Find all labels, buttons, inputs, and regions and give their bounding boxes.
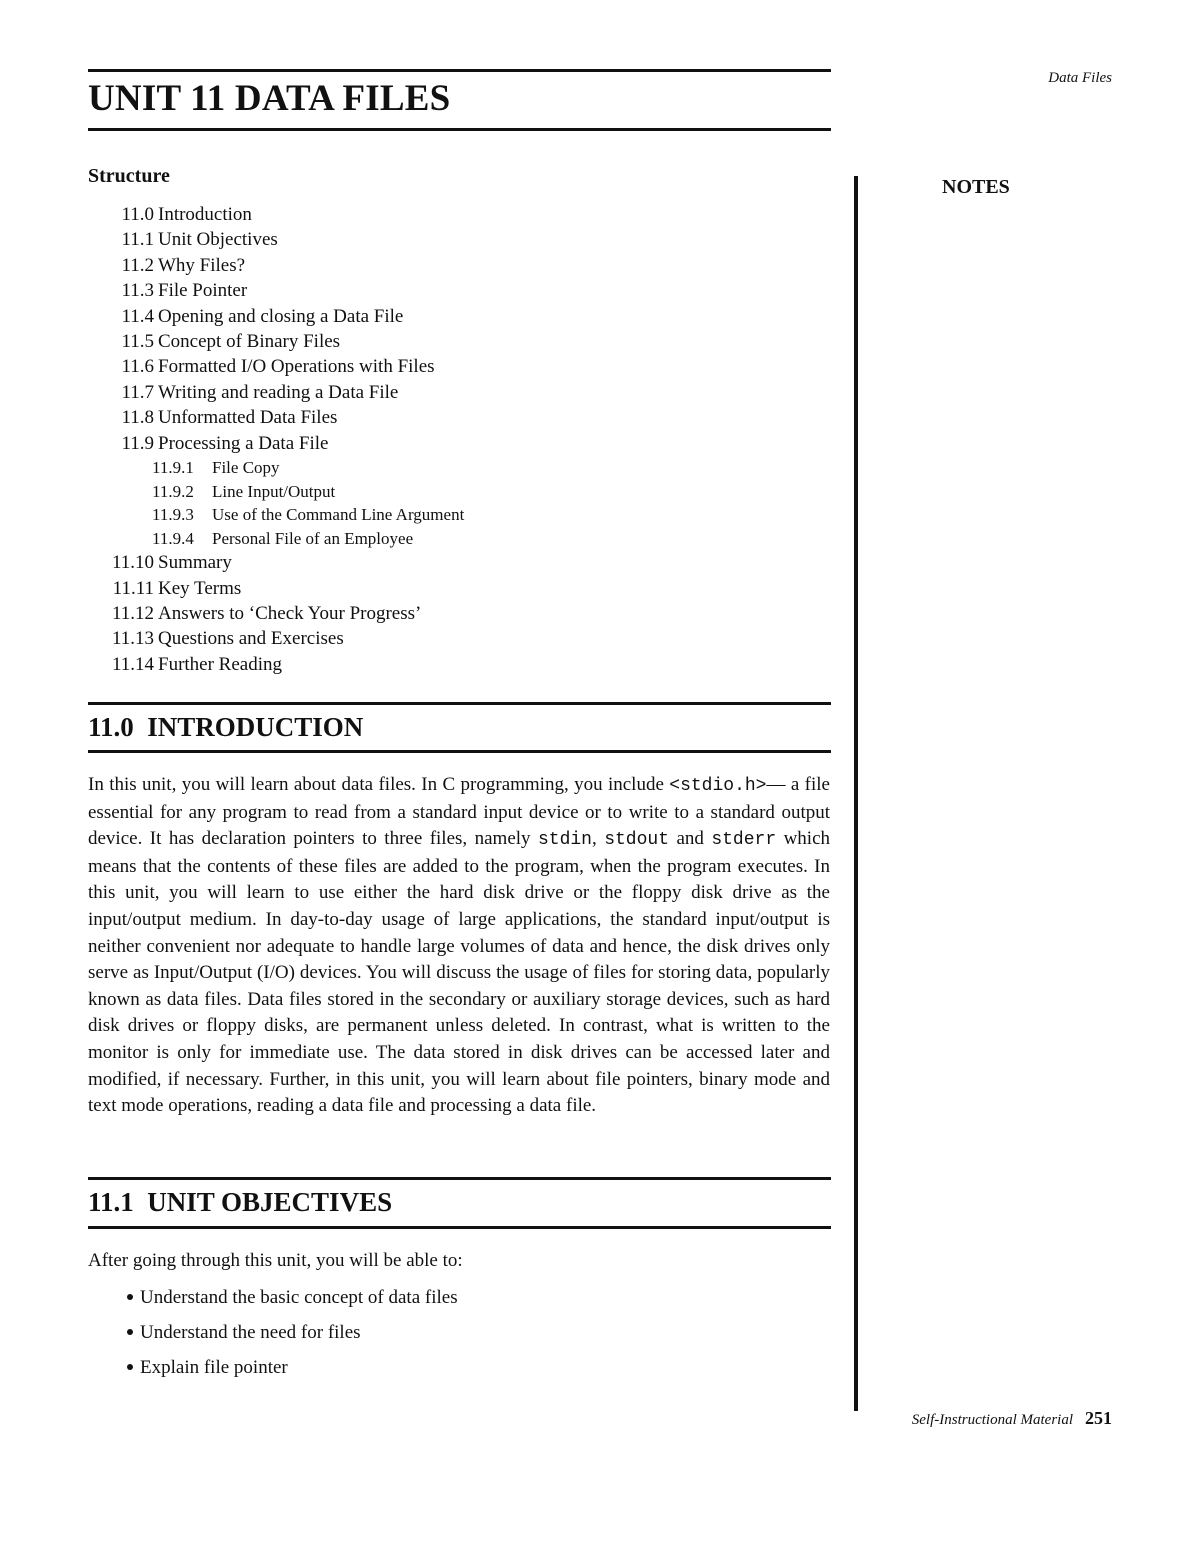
footer-text: Self-Instructional Material [911,1412,1073,1428]
toc-item [88,405,808,430]
toc-subitem [88,527,808,551]
toc-item [88,304,808,329]
toc-item-label: Unit Objectives [158,229,278,251]
section-objectives-top-rule [88,1177,831,1180]
toc-item-number: 11.11 [112,577,154,599]
toc-item [88,278,808,303]
intro-text-3: and [669,828,712,850]
toc-item-number: 11.9 [121,432,154,454]
notes-label: NOTES [942,176,1010,198]
code-stdout: stdout [604,830,669,851]
toc-item [88,550,808,575]
page-number: 251 [1085,1408,1112,1428]
section-intro-heading: 11.0 INTRODUCTION [88,712,364,742]
toc-item-label: Formatted I/O Operations with Files [158,356,435,378]
toc-item-label: Writing and reading a Data File [158,381,399,403]
toc-item-number: 11.5 [121,330,154,352]
section-intro-top-rule [88,702,831,705]
section-objectives-bottom-rule [88,1226,831,1229]
toc-item-number: 11.10 [111,552,154,574]
toc-item-label: Further Reading [158,653,283,675]
toc-subitem-number: 11.9.4 [152,528,194,548]
toc-item-label: Summary [158,552,232,574]
toc-item-number: 11.14 [111,653,154,675]
toc-item-label: Key Terms [158,577,242,599]
objectives-intro: After going through this unit, you will be able to: [88,1250,463,1271]
bullet-icon [127,1364,133,1370]
code-stdio: <stdio.h> [669,776,767,796]
toc-item-label: Answers to ‘Check Your Progress’ [158,603,422,625]
page-footer [912,1408,1112,1429]
toc-item-number: 11.8 [121,407,154,429]
toc-item [88,601,808,626]
toc-subitem [88,480,808,504]
toc-item-label: Concept of Binary Files [158,330,341,352]
title-bottom-rule [88,128,831,131]
toc-item [88,253,808,278]
list-item [127,1284,458,1319]
toc-item-number: 11.1 [121,229,154,251]
structure-title: Structure [88,165,170,187]
toc-item-label: Introduction [158,204,252,225]
code-stderr: stderr [711,830,777,851]
toc-item-number: 11.4 [121,305,154,327]
toc-item-number: 11.6 [121,356,154,378]
toc-item-number: 11.12 [111,603,154,625]
toc-subitem-label: Line Input/Output [212,481,336,501]
list-item [127,1354,458,1389]
intro-text-2: — a file essential for any program to read from a standard input device or to write to a standard output device. It has declaration pointers to three files, namely [88,774,830,850]
toc-item-label: Processing a Data File [158,432,329,454]
toc-item [88,202,808,227]
running-head: Data Files [1048,70,1112,86]
margin-divider [854,176,858,1411]
toc-item [88,626,808,651]
intro-text-4: which means that the contents of these files are added to the program, when the program executes. In this unit, you will learn to use either the hard disk drive or the floppy disk drive as the input/output medium. In day-to-day usage of large applications, the standard input/output is neither convenient nor adequate to handle large volumes of data and hence, the disk drives only serve as Input/Output (I/O) devices. You will discuss the usage of files for storing data, popularly known as data files. Data files stored in the secondary or auxiliary storage devices, such as hard disk drives or floppy disks, are permanent unless deleted. In contrast, what is written to the monitor is only for immediate use. The data stored in disk drives can be accessed later and modified, if necessary. Further, in this unit, you will learn about file pointers, binary mode and text mode operations, reading a data file and processing a data file. [88,828,831,1117]
toc-item [88,576,808,601]
intro-text-1: In this unit, you will learn about data files. In C programming, you include [88,774,670,795]
toc-subitem [88,503,808,527]
list-item [127,1319,458,1354]
intro-separator: , [591,828,605,850]
toc-subitem-number: 11.9.3 [152,505,194,525]
toc-item-number: 11.3 [121,280,154,302]
toc-item-number: 11.0 [121,204,154,225]
code-stdin: stdin [537,830,592,851]
toc-item [88,329,808,354]
toc-item [88,380,808,405]
list-item-text: Understand the need for files [140,1322,361,1343]
toc-item-label: Questions and Exercises [158,628,344,650]
section-intro-bottom-rule [88,750,831,753]
toc-item-number: 11.13 [111,628,154,650]
list-item-text: Understand the basic concept of data files [140,1287,458,1308]
unit-title: UNIT 11 DATA FILES [88,78,451,119]
toc-subitem [88,456,808,480]
toc-item [88,652,808,677]
toc-subitem-number: 11.9.1 [152,457,194,477]
toc-item-number: 11.2 [121,254,154,276]
toc-subitem-label: Use of the Command Line Argument [212,505,465,525]
list-item-text: Explain file pointer [140,1357,288,1378]
section-objectives-heading: 11.1 UNIT OBJECTIVES [88,1187,393,1217]
toc-item [88,227,808,252]
toc-item [88,431,808,456]
toc-subitem-label: Personal File of an Employee [212,528,414,548]
objectives-list [127,1284,458,1389]
toc-item-label: Unformatted Data Files [158,407,338,429]
bullet-icon [127,1294,133,1300]
title-top-rule [88,69,831,72]
toc-subitem-label: File Copy [212,457,280,477]
table-of-contents [88,202,808,677]
toc-item-label: Why Files? [158,254,246,276]
toc-subitem-number: 11.9.2 [152,481,194,501]
toc-item [88,354,808,379]
bullet-icon [127,1329,133,1335]
toc-item-number: 11.7 [121,381,154,403]
toc-item-label: Opening and closing a Data File [158,305,404,327]
toc-item-label: File Pointer [158,280,248,302]
intro-paragraph [88,772,830,1120]
